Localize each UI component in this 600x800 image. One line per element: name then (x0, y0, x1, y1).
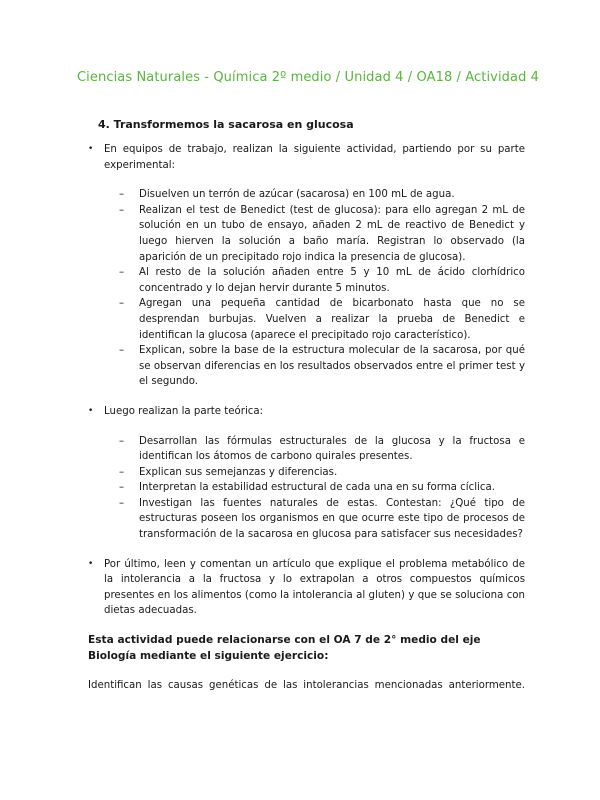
bullet-experimental (88, 142, 525, 390)
bullet-article (88, 557, 525, 619)
list-item (104, 187, 525, 203)
list-item (104, 465, 525, 481)
bullet-mark: • (88, 144, 94, 154)
dash-mark: – (119, 435, 125, 447)
list-item (104, 296, 525, 343)
list-item (104, 434, 525, 465)
related-objective-heading: Esta actividad puede relacionarse con el OA 7 de 2° medio del eje Biología mediante el siguiente ejercicio: (88, 634, 481, 662)
dash-mark: – (119, 298, 125, 310)
dash-mark: – (119, 345, 125, 357)
bullet-text: En equipos de trabajo, realizan la siguiente actividad, partiendo por su parte experimental: (104, 144, 525, 171)
list-item (104, 496, 525, 543)
bullet-text: Por último, leen y comentan un artículo que explique el problema metabólico de la intolerancia a la fructosa y lo extrapolan a otros compuestos químicos presentes en los alimentos (como la intolerancia al gluten) y que se soluciona con dietas adecuadas. (104, 558, 525, 617)
activity-content (88, 142, 525, 694)
list-item-text: Disuelven un terrón de azúcar (sacarosa) en 100 mL de agua. (139, 189, 455, 201)
list-item (104, 480, 525, 496)
bullet-mark: • (88, 558, 94, 569)
bullet-theory (88, 404, 525, 543)
dash-mark: – (119, 482, 125, 494)
list-item-text: Desarrollan las fórmulas estructurales de la glucosa y la fructosa e identifican los átomos de carbono quirales presentes. (139, 435, 525, 463)
bullet-mark: • (88, 405, 94, 416)
list-item-text: Realizan el test de Benedict (test de glucosa): para ello agregan 2 mL de solución en un tubo de ensayo, añaden 2 mL de reactivo de Benedict y luego hierven la solución a baño maría. Registran lo observado (la aparición de un precipitado rojo indica la presencia de glucosa). (139, 204, 525, 263)
dash-mark: – (119, 466, 125, 478)
page-header-breadcrumb: Ciencias Naturales - Química 2º medio / Unidad 4 / OA18 / Actividad 4 (77, 70, 540, 85)
bullet-text: Luego realizan la parte teórica: (104, 405, 264, 417)
list-item (104, 265, 525, 296)
section-title: 4. Transformemos la sacarosa en glucosa (98, 118, 354, 131)
dash-mark: – (119, 497, 125, 509)
experimental-steps-list (104, 187, 525, 390)
dash-mark: – (119, 204, 125, 216)
dash-mark: – (119, 267, 125, 279)
list-item-text: Interpretan la estabilidad estructural de cada una en su forma cíclica. (139, 482, 495, 494)
list-item (104, 203, 525, 265)
list-item (104, 343, 525, 390)
dash-mark: – (119, 189, 125, 201)
list-item-text: Explican sus semejanzas y diferencias. (139, 466, 338, 478)
related-exercise-text: Identifican las causas genéticas de las intolerancias mencionadas anteriormente. (88, 680, 525, 692)
list-item-text: Investigan las fuentes naturales de estas. Contestan: ¿Qué tipo de estructuras poseen los organismos en que ocurre este tipo de procesos de transformación de la sacarosa en glucosa para satisfacer sus necesidades? (139, 497, 525, 541)
theory-steps-list (104, 434, 525, 543)
list-item-text: Al resto de la solución añaden entre 5 y 10 mL de ácido clorhídrico concentrado y lo dejan hervir durante 5 minutos. (139, 267, 525, 294)
list-item-text: Explican, sobre la base de la estructura molecular de la sacarosa, por qué se observan diferencias en los resultados observados entre el primer test y el segundo. (139, 345, 525, 388)
list-item-text: Agregan una pequeña cantidad de bicarbonato hasta que no se desprendan burbujas. Vuelven a realizar la prueba de Benedict e identifican la glucosa (aparece el precipitado rojo característico). (139, 298, 525, 341)
